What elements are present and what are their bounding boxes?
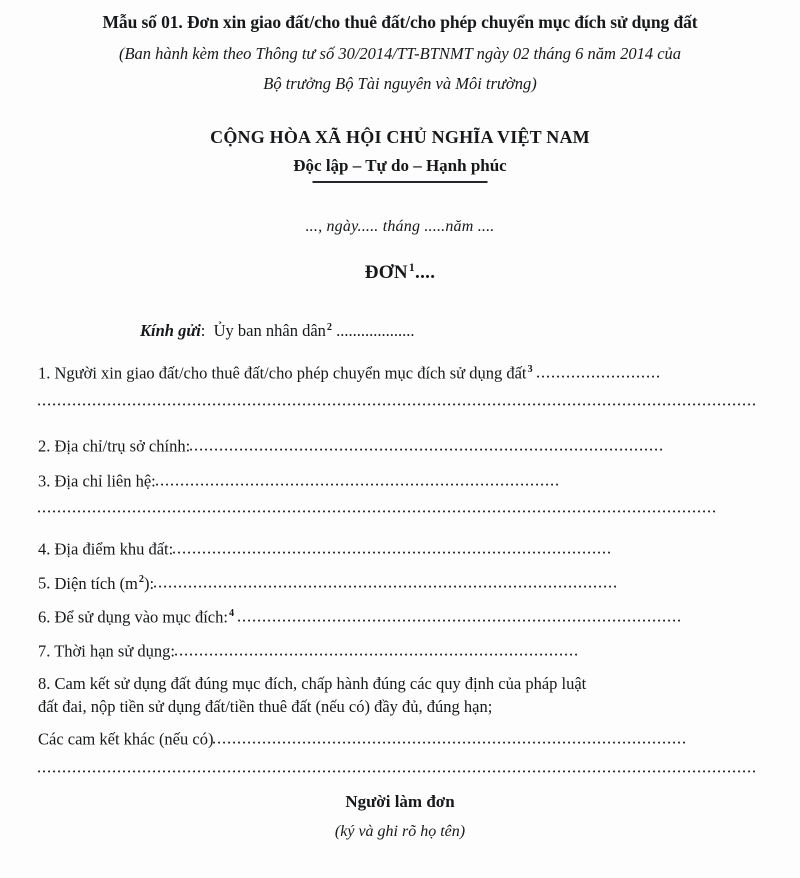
addressee-value: Ủy ban nhân dân (213, 321, 326, 340)
form-item-8 (38, 673, 750, 719)
form-item-7-fill-field[interactable] (175, 640, 580, 657)
addressee-separator: : (200, 321, 206, 340)
addressee-fill-field[interactable]: ................... (336, 321, 415, 340)
addressee-line (140, 321, 415, 341)
form-item-7-number: 7. (38, 641, 51, 661)
form-item-7-label: Thời hạn sử dụng: (54, 641, 175, 661)
addressee-footnote-marker: 2 (326, 321, 333, 333)
form-item-6 (38, 606, 681, 628)
form-item-6-footnote-marker: 4 (228, 608, 235, 619)
form-item-8-text-line-1: Cam kết sử dụng đất đúng mục đích, chấp hành đúng các quy định của pháp luật (54, 674, 587, 693)
addressee-label: Kính gửi (140, 321, 201, 340)
form-item-2 (38, 435, 665, 457)
form-item-8-text-line-2: đất đai, nộp tiền sử dụng đất/tiền thuê đất (nếu có) đầy đủ, đúng hạn; (38, 696, 493, 716)
form-item-2-fill-field[interactable] (190, 435, 665, 452)
national-name: CỘNG HÒA XÃ HỘI CHỦ NGHĨA VIỆT NAM (210, 127, 590, 147)
form-item-4-fill-field[interactable] (173, 538, 611, 555)
form-item-5-label: Diện tích $(m^2)$: (54, 573, 155, 593)
document-title: Mẫu số 01. Đơn xin giao đất/cho thuê đất/cho phép chuyển mục đích sử dụng đất (102, 12, 698, 32)
form-item-2-label: Địa chỉ/trụ sở chính: (54, 436, 191, 456)
other-commitments-continuation-field[interactable] (38, 763, 756, 777)
form-heading-text: ĐƠN (364, 262, 408, 283)
form-item-4-number: 4. (38, 539, 51, 559)
form-item-3-label: Địa chỉ liên hệ: (54, 471, 156, 491)
form-item-8-number: 8. (38, 674, 51, 693)
form-item-3-continuation-field[interactable] (38, 503, 718, 517)
signer-title: Người làm đơn (345, 792, 455, 811)
square-meter-exponent: 2 (138, 574, 145, 585)
form-item-4-label: Địa điểm khu đất: (54, 539, 174, 559)
form-heading-footnote-marker: 1 (408, 260, 416, 274)
form-item-3-fill-field[interactable] (156, 470, 560, 487)
form-item-6-label: Để sử dụng vào mục đích: (54, 607, 228, 627)
signer-note: (ký và ghi rõ họ tên) (334, 823, 466, 840)
document-subtitle-line-2: Bộ trưởng Bộ Tài nguyên và Môi trường) (263, 74, 537, 93)
form-item-7 (38, 640, 580, 662)
form-item-1-label: Người xin giao đất/cho thuê đất/cho phép chuyển mục đích sử dụng đất (54, 363, 527, 383)
form-item-8-line-1 (38, 673, 750, 696)
form-item-3-number: 3. (38, 471, 51, 491)
form-item-1-number: 1. (38, 363, 51, 383)
document-subtitle-line-1: (Ban hành kèm theo Thông tư số 30/2014/TT-BTNMT ngày 02 tháng 6 năm 2014 của (118, 44, 682, 63)
form-item-1 (38, 362, 754, 384)
national-motto: Độc lập – Tự do – Hạnh phúc (293, 156, 507, 175)
form-item-6-fill-field[interactable] (238, 606, 681, 623)
form-item-1-continuation-field[interactable] (38, 396, 756, 410)
form-heading-suffix: .... (415, 262, 436, 283)
form-item-5 (38, 572, 619, 594)
form-item-5-number: 5. (38, 573, 51, 593)
date-line: ..., ngày..... tháng .....năm .... (305, 218, 495, 235)
form-item-4 (38, 538, 611, 560)
other-commitments-label: Các cam kết khác (nếu có) (38, 729, 214, 749)
other-commitments-fill-field[interactable] (213, 728, 687, 745)
form-item-6-number: 6. (38, 607, 51, 627)
other-commitments-line (38, 728, 687, 750)
motto-underline (313, 181, 488, 183)
form-item-2-number: 2. (38, 436, 51, 456)
form-item-1-fill-field[interactable] (537, 362, 659, 379)
form-item-1-footnote-marker: 3 (527, 364, 533, 375)
form-item-3 (38, 470, 560, 492)
form-item-5-fill-field[interactable] (154, 572, 619, 589)
form-heading (0, 262, 800, 284)
